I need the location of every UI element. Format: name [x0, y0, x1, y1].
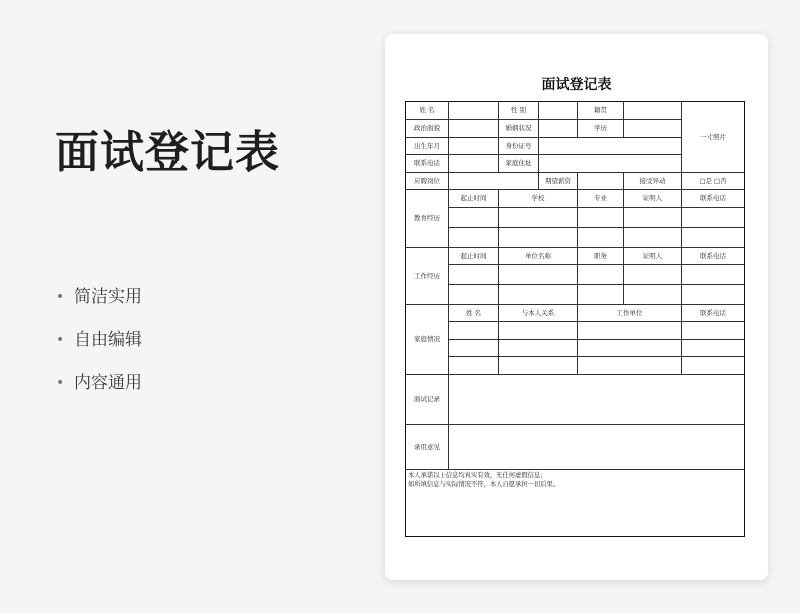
family-header-phone: 联系电话 — [682, 305, 744, 322]
family-cell — [449, 357, 499, 375]
edu-cell — [624, 208, 682, 228]
feature-text: 自由编辑 — [74, 330, 142, 350]
edu-cell — [499, 228, 578, 248]
family-cell — [682, 340, 744, 357]
position-value — [449, 173, 539, 190]
transfer-options: □是 □否 — [682, 173, 744, 190]
work-cell — [499, 265, 578, 285]
work-header-period: 起止时间 — [449, 248, 499, 265]
work-header-title: 职务 — [578, 248, 624, 265]
feature-text: 简洁实用 — [74, 287, 142, 307]
position-label: 应聘岗位 — [406, 173, 449, 190]
family-cell — [578, 340, 682, 357]
work-cell — [499, 285, 578, 305]
edu-cell — [499, 208, 578, 228]
work-cell — [624, 265, 682, 285]
family-cell — [499, 322, 578, 340]
family-header-relation: 与本人关系 — [499, 305, 578, 322]
phone-value — [449, 155, 499, 173]
feature-item — [56, 284, 142, 327]
feature-list — [56, 284, 142, 413]
feature-item — [56, 327, 142, 370]
family-cell — [449, 340, 499, 357]
address-value — [539, 155, 682, 173]
feature-item — [56, 370, 142, 413]
salary-label: 期望薪资 — [539, 173, 578, 190]
native-value — [624, 102, 682, 120]
work-cell — [682, 265, 744, 285]
work-cell — [624, 285, 682, 305]
hiring-opinion-value — [449, 425, 744, 470]
edu-header-referee: 证明人 — [624, 190, 682, 208]
edu-cell — [449, 228, 499, 248]
family-section-label: 家庭情况 — [406, 305, 449, 375]
document-title: 面试登记表 — [541, 77, 612, 93]
politics-value — [449, 120, 499, 138]
family-cell — [578, 322, 682, 340]
edu-header-phone: 联系电话 — [682, 190, 744, 208]
work-cell — [449, 265, 499, 285]
feature-text: 内容通用 — [74, 373, 142, 393]
work-section-label: 工作经历 — [406, 248, 449, 305]
interview-record-label: 面试记录 — [406, 375, 449, 425]
work-cell — [449, 285, 499, 305]
transfer-label: 接受异动 — [624, 173, 682, 190]
hero-title: 面试登记表 — [55, 127, 280, 178]
hiring-opinion-label: 录用意见 — [406, 425, 449, 470]
interview-form-table — [405, 101, 745, 537]
edu-header-major: 专业 — [578, 190, 624, 208]
bullet-icon: • — [56, 332, 65, 348]
marital-value — [539, 120, 578, 138]
gender-label: 性 别 — [499, 102, 539, 120]
edu-header-period: 起止时间 — [449, 190, 499, 208]
edu-cell — [449, 208, 499, 228]
edu-cell — [682, 228, 744, 248]
family-cell — [682, 322, 744, 340]
declaration-line: 如所填信息与实际情况不符，本人自愿承担一切后果。 — [408, 481, 560, 488]
salary-value — [578, 173, 624, 190]
work-header-referee: 证明人 — [624, 248, 682, 265]
education-section-label: 教育经历 — [406, 190, 449, 248]
edu-cell — [578, 208, 624, 228]
edu-cell — [578, 228, 624, 248]
declaration-line: 本人承诺以上信息均真实有效，无任何虚假信息； — [408, 472, 547, 479]
bullet-icon: • — [56, 375, 65, 391]
family-cell — [578, 357, 682, 375]
address-label: 家庭住址 — [499, 155, 539, 173]
declaration-note — [408, 471, 742, 489]
phone-label: 联系电话 — [406, 155, 449, 173]
family-cell — [499, 357, 578, 375]
education-level-label: 学历 — [578, 120, 624, 138]
edu-header-school: 学校 — [499, 190, 578, 208]
family-header-name: 姓 名 — [449, 305, 499, 322]
work-cell — [682, 285, 744, 305]
work-header-phone: 联系电话 — [682, 248, 744, 265]
interview-record-value — [449, 375, 744, 425]
work-cell — [578, 265, 624, 285]
id-number-value — [539, 138, 682, 155]
birth-value — [449, 138, 499, 155]
edu-cell — [682, 208, 744, 228]
family-cell — [682, 357, 744, 375]
work-cell — [578, 285, 624, 305]
photo-box: 一寸照片 — [682, 102, 744, 173]
name-value — [449, 102, 499, 120]
edu-cell — [624, 228, 682, 248]
document-preview-card[interactable] — [385, 34, 768, 580]
family-header-employer: 工作单位 — [578, 305, 682, 322]
birth-label: 出生年月 — [406, 138, 449, 155]
bullet-icon: • — [56, 289, 65, 305]
name-label: 姓 名 — [406, 102, 449, 120]
work-header-company: 单位名称 — [499, 248, 578, 265]
education-level-value — [624, 120, 682, 138]
gender-value — [539, 102, 578, 120]
native-label: 籍贯 — [578, 102, 624, 120]
marital-label: 婚姻状况 — [499, 120, 539, 138]
politics-label: 政治面貌 — [406, 120, 449, 138]
id-number-label: 身份证号 — [499, 138, 539, 155]
family-cell — [499, 340, 578, 357]
family-cell — [449, 322, 499, 340]
